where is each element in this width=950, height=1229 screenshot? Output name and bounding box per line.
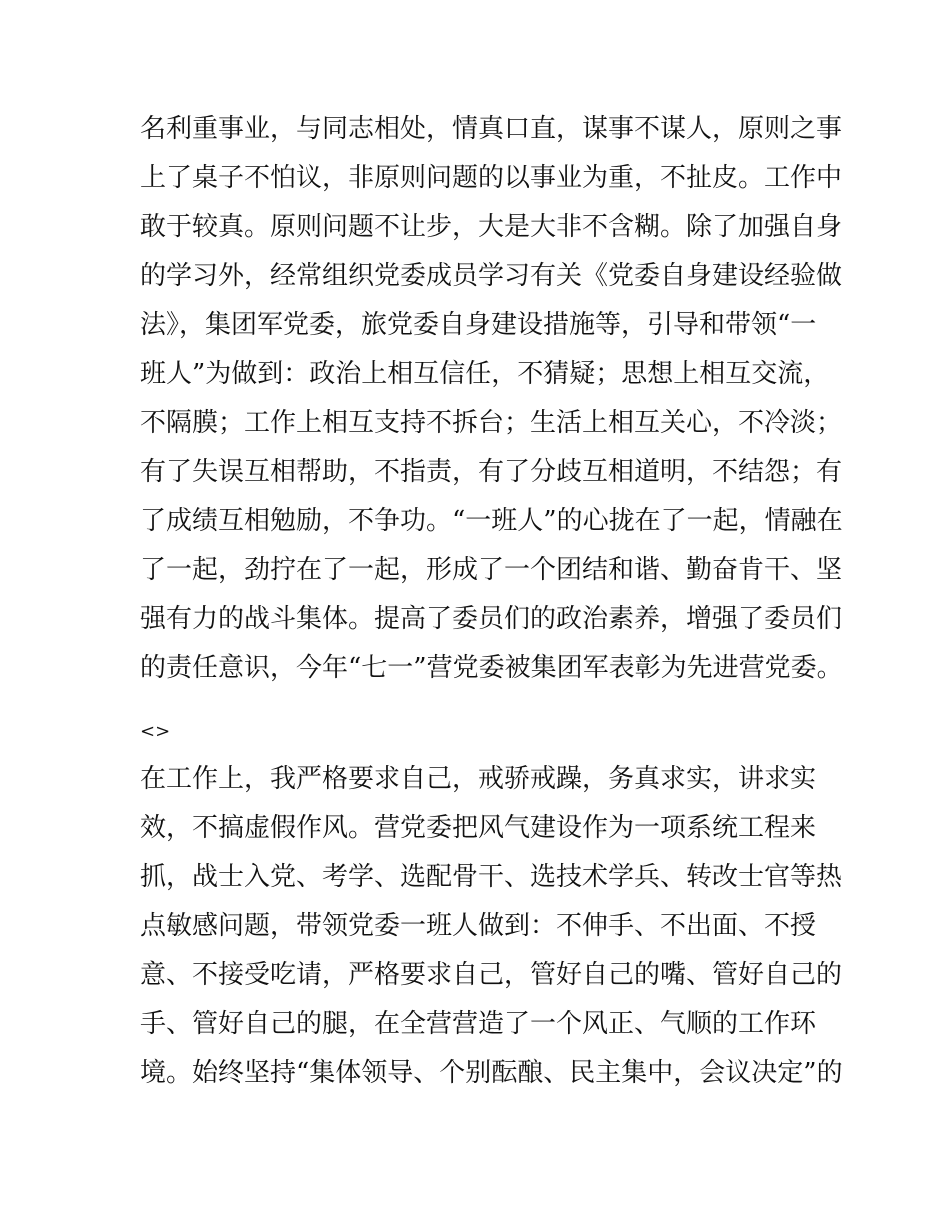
paragraph-1-line-12: 的责任意识，今年“七一”营党委被集团军表彰为先进营党委。 xyxy=(140,653,843,683)
paragraph-2-line-2: 效，不搞虚假作风。营党委把风气建设作为一项系统工程来 xyxy=(140,813,817,843)
paragraph-1-line-9: 了成绩互相勉励，不争功。“一班人”的心拢在了一起，情融在 xyxy=(140,506,843,536)
paragraph-1-line-2: 上了桌子不怕议，非原则问题的以事业为重，不扯皮。工作中 xyxy=(140,163,843,193)
section-marker: <> xyxy=(140,721,171,742)
paragraph-2-line-5: 意、不接受吃请，严格要求自己，管好自己的嘴、管好自己的 xyxy=(140,960,843,990)
paragraph-2-line-1: 在工作上，我严格要求自己，戒骄戒躁，务真求实，讲求实 xyxy=(140,764,817,794)
paragraph-1-line-11: 强有力的战斗集体。提高了委员们的政治素养，增强了委员们 xyxy=(140,604,843,634)
paragraph-1-line-10: 了一起，劲拧在了一起，形成了一个团结和谐、勤奋肯干、坚 xyxy=(140,555,843,585)
paragraph-1-line-5: 法》，集团军党委，旅党委自身建设措施等，引导和带领“一 xyxy=(140,310,817,340)
paragraph-2-line-7: 境。始终坚持“集体领导、个别酝酿、民主集中，会议决定”的 xyxy=(140,1058,843,1088)
paragraph-2-line-3: 抓，战士入党、考学、选配骨干、选技术学兵、转改士官等热 xyxy=(140,862,843,892)
paragraph-1-line-8: 有了失误互相帮助，不指责，有了分歧互相道明，不结怨；有 xyxy=(140,457,843,487)
paragraph-1-line-7: 不隔膜；工作上相互支持不拆台；生活上相互关心，不冷淡； xyxy=(140,408,843,438)
paragraph-1-line-6: 班人”为做到：政治上相互信任，不猜疑；思想上相互交流， xyxy=(140,359,830,389)
paragraph-1-line-1: 名利重事业，与同志相处，情真口直，谋事不谋人，原则之事 xyxy=(140,114,843,144)
paragraph-2-line-6: 手、管好自己的腿，在全营营造了一个风正、气顺的工作环 xyxy=(140,1009,817,1039)
paragraph-1-line-3: 敢于较真。原则问题不让步，大是大非不含糊。除了加强自身 xyxy=(140,212,843,242)
paragraph-2-line-4: 点敏感问题，带领党委一班人做到：不伸手、不出面、不授 xyxy=(140,911,817,941)
paragraph-1-line-4: 的学习外，经常组织党委成员学习有关《党委自身建设经验做 xyxy=(140,261,843,291)
